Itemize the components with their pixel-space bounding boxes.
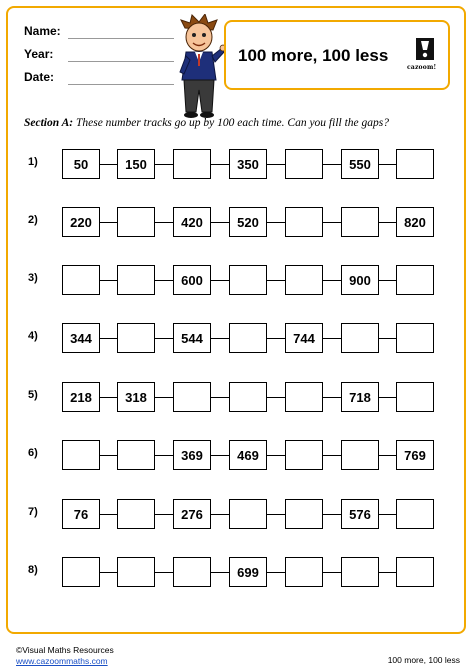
number-box: 276	[173, 499, 211, 529]
answer-box[interactable]	[117, 323, 155, 353]
answer-box[interactable]	[285, 382, 323, 412]
answer-box[interactable]	[341, 323, 379, 353]
number-box: 769	[396, 440, 434, 470]
answer-box[interactable]	[117, 557, 155, 587]
answer-box[interactable]	[341, 207, 379, 237]
website-link[interactable]: www.cazoommaths.com	[16, 656, 108, 666]
number-box: 550	[341, 149, 379, 179]
answer-box[interactable]	[117, 440, 155, 470]
number-box: 744	[285, 323, 323, 353]
number-box: 900	[341, 265, 379, 295]
logo-text: cazoom!	[407, 64, 437, 71]
number-box: 576	[341, 499, 379, 529]
footer-title: 100 more, 100 less	[387, 655, 460, 665]
year-label: Year:	[24, 47, 54, 61]
track-row	[0, 149, 474, 179]
section-instruction	[24, 117, 389, 129]
answer-box[interactable]	[62, 557, 100, 587]
track-number: 7)	[28, 506, 38, 518]
cazoom-logo-icon	[412, 36, 438, 62]
number-box: 50	[62, 149, 100, 179]
track-row	[0, 207, 474, 237]
number-box: 350	[229, 149, 267, 179]
number-box: 150	[117, 149, 155, 179]
answer-box[interactable]	[173, 149, 211, 179]
year-line[interactable]	[68, 61, 174, 62]
page-frame	[6, 6, 466, 634]
answer-box[interactable]	[229, 382, 267, 412]
track-number: 8)	[28, 564, 38, 576]
answer-box[interactable]	[285, 440, 323, 470]
answer-box[interactable]	[396, 382, 434, 412]
track-number: 3)	[28, 272, 38, 284]
number-box: 220	[62, 207, 100, 237]
answer-box[interactable]	[62, 440, 100, 470]
answer-box[interactable]	[285, 557, 323, 587]
number-box: 699	[229, 557, 267, 587]
track-row	[0, 382, 474, 412]
answer-box[interactable]	[285, 499, 323, 529]
track-row	[0, 557, 474, 587]
answer-box[interactable]	[62, 265, 100, 295]
footer-left	[16, 645, 114, 667]
number-box: 600	[173, 265, 211, 295]
number-box: 420	[173, 207, 211, 237]
track-row	[0, 323, 474, 353]
answer-box[interactable]	[229, 265, 267, 295]
answer-box[interactable]	[396, 323, 434, 353]
number-box: 520	[229, 207, 267, 237]
answer-box[interactable]	[173, 557, 211, 587]
section-label: Section A:	[24, 117, 74, 129]
number-box: 76	[62, 499, 100, 529]
answer-box[interactable]	[229, 499, 267, 529]
track-row	[0, 265, 474, 295]
answer-box[interactable]	[285, 149, 323, 179]
track-number: 4)	[28, 330, 38, 342]
answer-box[interactable]	[396, 149, 434, 179]
worksheet-title: 100 more, 100 less	[238, 46, 389, 65]
answer-box[interactable]	[396, 557, 434, 587]
answer-box[interactable]	[285, 207, 323, 237]
name-label: Name:	[24, 24, 61, 38]
date-line[interactable]	[68, 84, 174, 85]
answer-box[interactable]	[117, 499, 155, 529]
track-number: 5)	[28, 389, 38, 401]
number-box: 318	[117, 382, 155, 412]
name-line[interactable]	[68, 38, 174, 39]
boy-character-icon	[172, 14, 226, 122]
number-box: 718	[341, 382, 379, 412]
answer-box[interactable]	[396, 265, 434, 295]
copyright-text: ©Visual Maths Resources	[16, 645, 114, 655]
number-box: 344	[62, 323, 100, 353]
answer-box[interactable]	[173, 382, 211, 412]
track-row	[0, 440, 474, 470]
answer-box[interactable]	[341, 557, 379, 587]
track-number: 2)	[28, 214, 38, 226]
number-box: 820	[396, 207, 434, 237]
number-box: 218	[62, 382, 100, 412]
number-box: 469	[229, 440, 267, 470]
date-label: Date:	[24, 70, 55, 84]
answer-box[interactable]	[396, 499, 434, 529]
number-box: 369	[173, 440, 211, 470]
instruction-text: These number tracks go up by 100 each time. Can you fill the gaps?	[75, 117, 389, 129]
answer-box[interactable]	[285, 265, 323, 295]
answer-box[interactable]	[341, 440, 379, 470]
answer-box[interactable]	[229, 323, 267, 353]
track-number: 6)	[28, 447, 38, 459]
title-box	[224, 20, 450, 90]
track-row	[0, 499, 474, 529]
number-box: 544	[173, 323, 211, 353]
answer-box[interactable]	[117, 265, 155, 295]
answer-box[interactable]	[117, 207, 155, 237]
track-number: 1)	[28, 156, 38, 168]
